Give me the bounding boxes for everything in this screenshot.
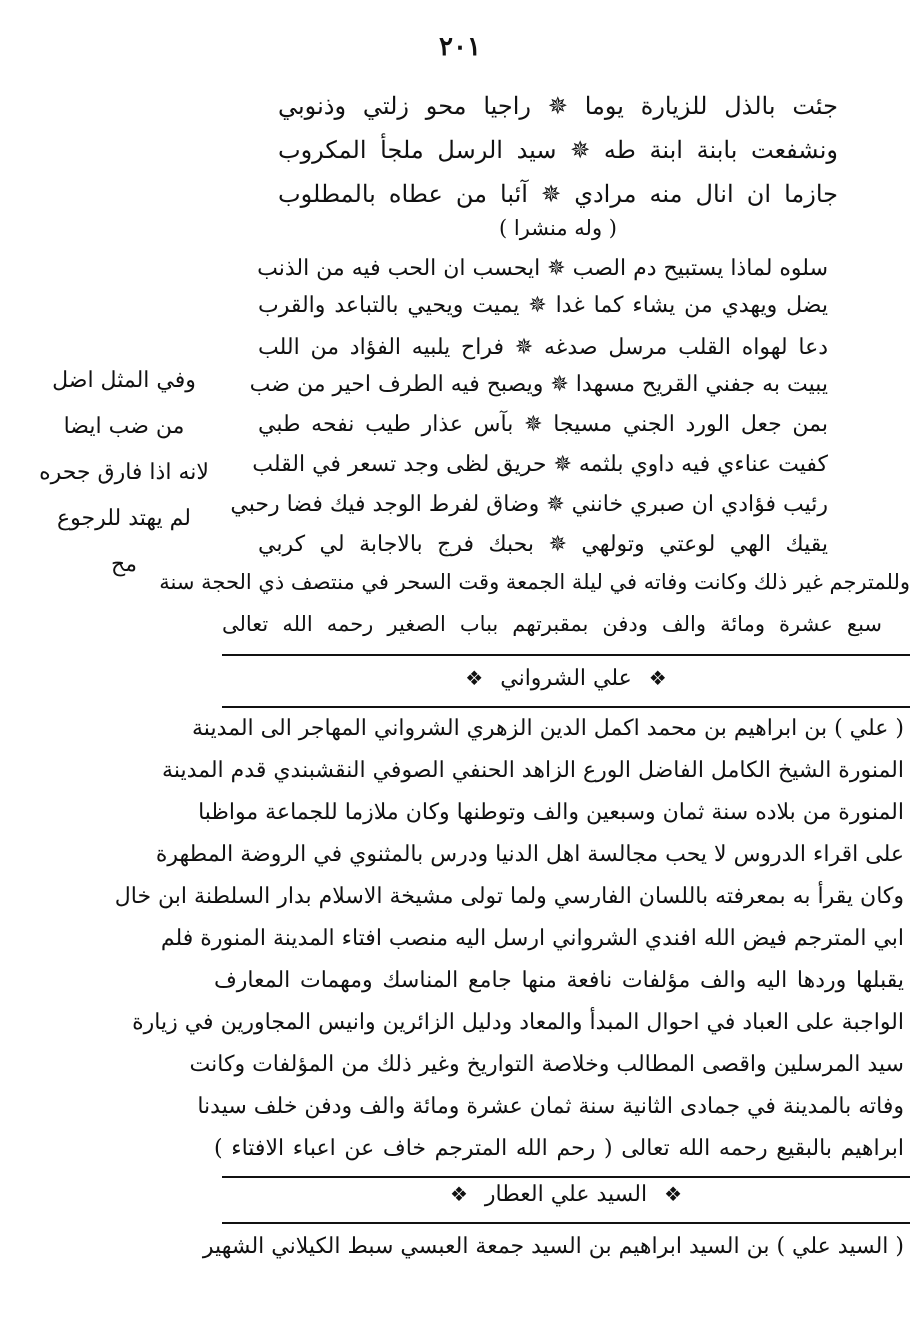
closing-line: سبع عشرة ومائة والف ودفن بمقبرتهم بباب الصغير رحمه الله تعالى	[222, 612, 883, 636]
marginal-note	[36, 358, 212, 588]
entry-line: على اقراء الدروس لا يحب مجالسة اهل الدنيا ودرس بالمثنوي في الروضة المطهرة	[155, 842, 904, 867]
entry-line: المنورة الشيخ الكامل الفاضل الورع الزاهد الحنفي الصوفي النقشبندي قدم المدينة	[162, 758, 904, 783]
poem2-verse: يبيت به جفني القريح مسهدا ✵ ويصبح فيه الطرف احير من ضب	[249, 372, 828, 397]
ornament-icon: ❖	[648, 666, 667, 690]
poem2-verse: بمن جعل الورد الجني مسيجا ✵ بآس عذار طيب نفحه طبي	[258, 412, 828, 437]
entry-line: وكان يقرأ به بمعرفته باللسان الفارسي ولما تولى مشيخة الاسلام بدار السلطنة ابن خال	[114, 884, 904, 909]
entry-line: ( علي ) بن ابراهيم بن محمد اكمل الدين الزهري الشرواني المهاجر الى المدينة	[192, 716, 904, 741]
marginal-note-line: وفي المثل اضل	[52, 368, 196, 393]
section-rule	[222, 654, 910, 656]
ornament-icon: ❖	[465, 666, 484, 690]
marginal-note-line: لانه اذا فارق جحره	[39, 460, 209, 485]
poem2-verse: دعا لهواه القلب مرسل صدغه ✵ فراح يلبيه الفؤاد من اللب	[258, 335, 828, 360]
poem2-verse: سلوه لماذا يستبيح دم الصب ✵ ايحسب ان الحب فيه من الذنب	[257, 256, 828, 281]
poem1-verse: ونشفعت بابنة ابنة طه ✵ سيد الرسل ملجأ المكروب	[278, 136, 838, 164]
entry-line: ( السيد علي ) بن السيد ابراهيم بن السيد جمعة العبسي سبط الكيلاني الشهير	[202, 1234, 904, 1259]
page-number: ٢٠١	[439, 32, 481, 62]
poem2-verse: يضل ويهدي من يشاء كما غدا ✵ يميت ويحيي بالتباعد والقرب	[258, 293, 828, 318]
poem2-verse: رئيب فؤادي ان صبري خانني ✵ وضاق لفرط الوجد فيك فضا رحبي	[230, 492, 828, 517]
poem2-verse: كفيت عناءي فيه داوي بلثمه ✵ حريق لظى وجد تسعر في القلب	[252, 452, 828, 477]
poem1-verse: جازما ان انال منه مرادي ✵ آئبا من عطاه بالمطلوب	[278, 180, 838, 208]
entry-line: يقبلها وردها اليه والف مؤلفات نافعة منها جامع المناسك ومهمات المعارف	[214, 968, 904, 993]
entry-heading	[222, 1182, 910, 1207]
entry-line: وفاته بالمدينة في جمادى الثانية سنة ثمان عشرة ومائة والف ودفن خلف سيدنا	[197, 1094, 904, 1119]
ornament-icon: ❖	[664, 1182, 683, 1206]
section-rule	[222, 706, 910, 708]
entry-line: ابراهيم بالبقيع رحمه الله تعالى ( رحم الله المترجم خاف عن اعباء الافتاء )	[214, 1136, 904, 1161]
closing-line: وللمترجم غير ذلك وكانت وفاته في ليلة الجمعة وقت السحر في منتصف ذي الحجة سنة	[159, 570, 910, 594]
entry-line: الواجبة على العباد في احوال المبدأ والمعاد ودليل الزائرين وانيس المجاورين في زيارة	[132, 1010, 904, 1035]
poem2-verse: يقيك الهي لوعتي وتولهي ✵ بحبك فرج بالاجابة لي كربي	[258, 532, 828, 557]
and-he-said-label: ( وله منشرا )	[499, 216, 617, 240]
entry-line: المنورة من بلاده سنة ثمان وسبعين والف وتوطنها وكان ملازما للجماعة مواظبا	[198, 800, 904, 825]
ornament-icon: ❖	[449, 1182, 468, 1206]
entry-heading	[222, 666, 910, 691]
entry-heading-title: السيد علي العطار	[484, 1182, 648, 1207]
marginal-note-line: لم يهتد للرجوع	[57, 506, 191, 531]
marginal-note-line: مح	[111, 552, 137, 577]
section-rule	[222, 1176, 910, 1178]
poem1-verse: جئت بالذل للزيارة يوما ✵ راجيا محو زلتي وذنوبي	[278, 92, 838, 120]
section-rule	[222, 1222, 910, 1224]
marginal-note-line: من ضب ايضا	[63, 414, 185, 439]
entry-line: ابي المترجم فيض الله افندي الشرواني ارسل اليه منصب افتاء المدينة المنورة فلم	[160, 926, 904, 951]
entry-line: سيد المرسلين واقصى المطالب وخلاصة التواريخ وغير ذلك من المؤلفات وكانت	[189, 1052, 904, 1077]
entry-heading-title: علي الشرواني	[500, 666, 632, 691]
